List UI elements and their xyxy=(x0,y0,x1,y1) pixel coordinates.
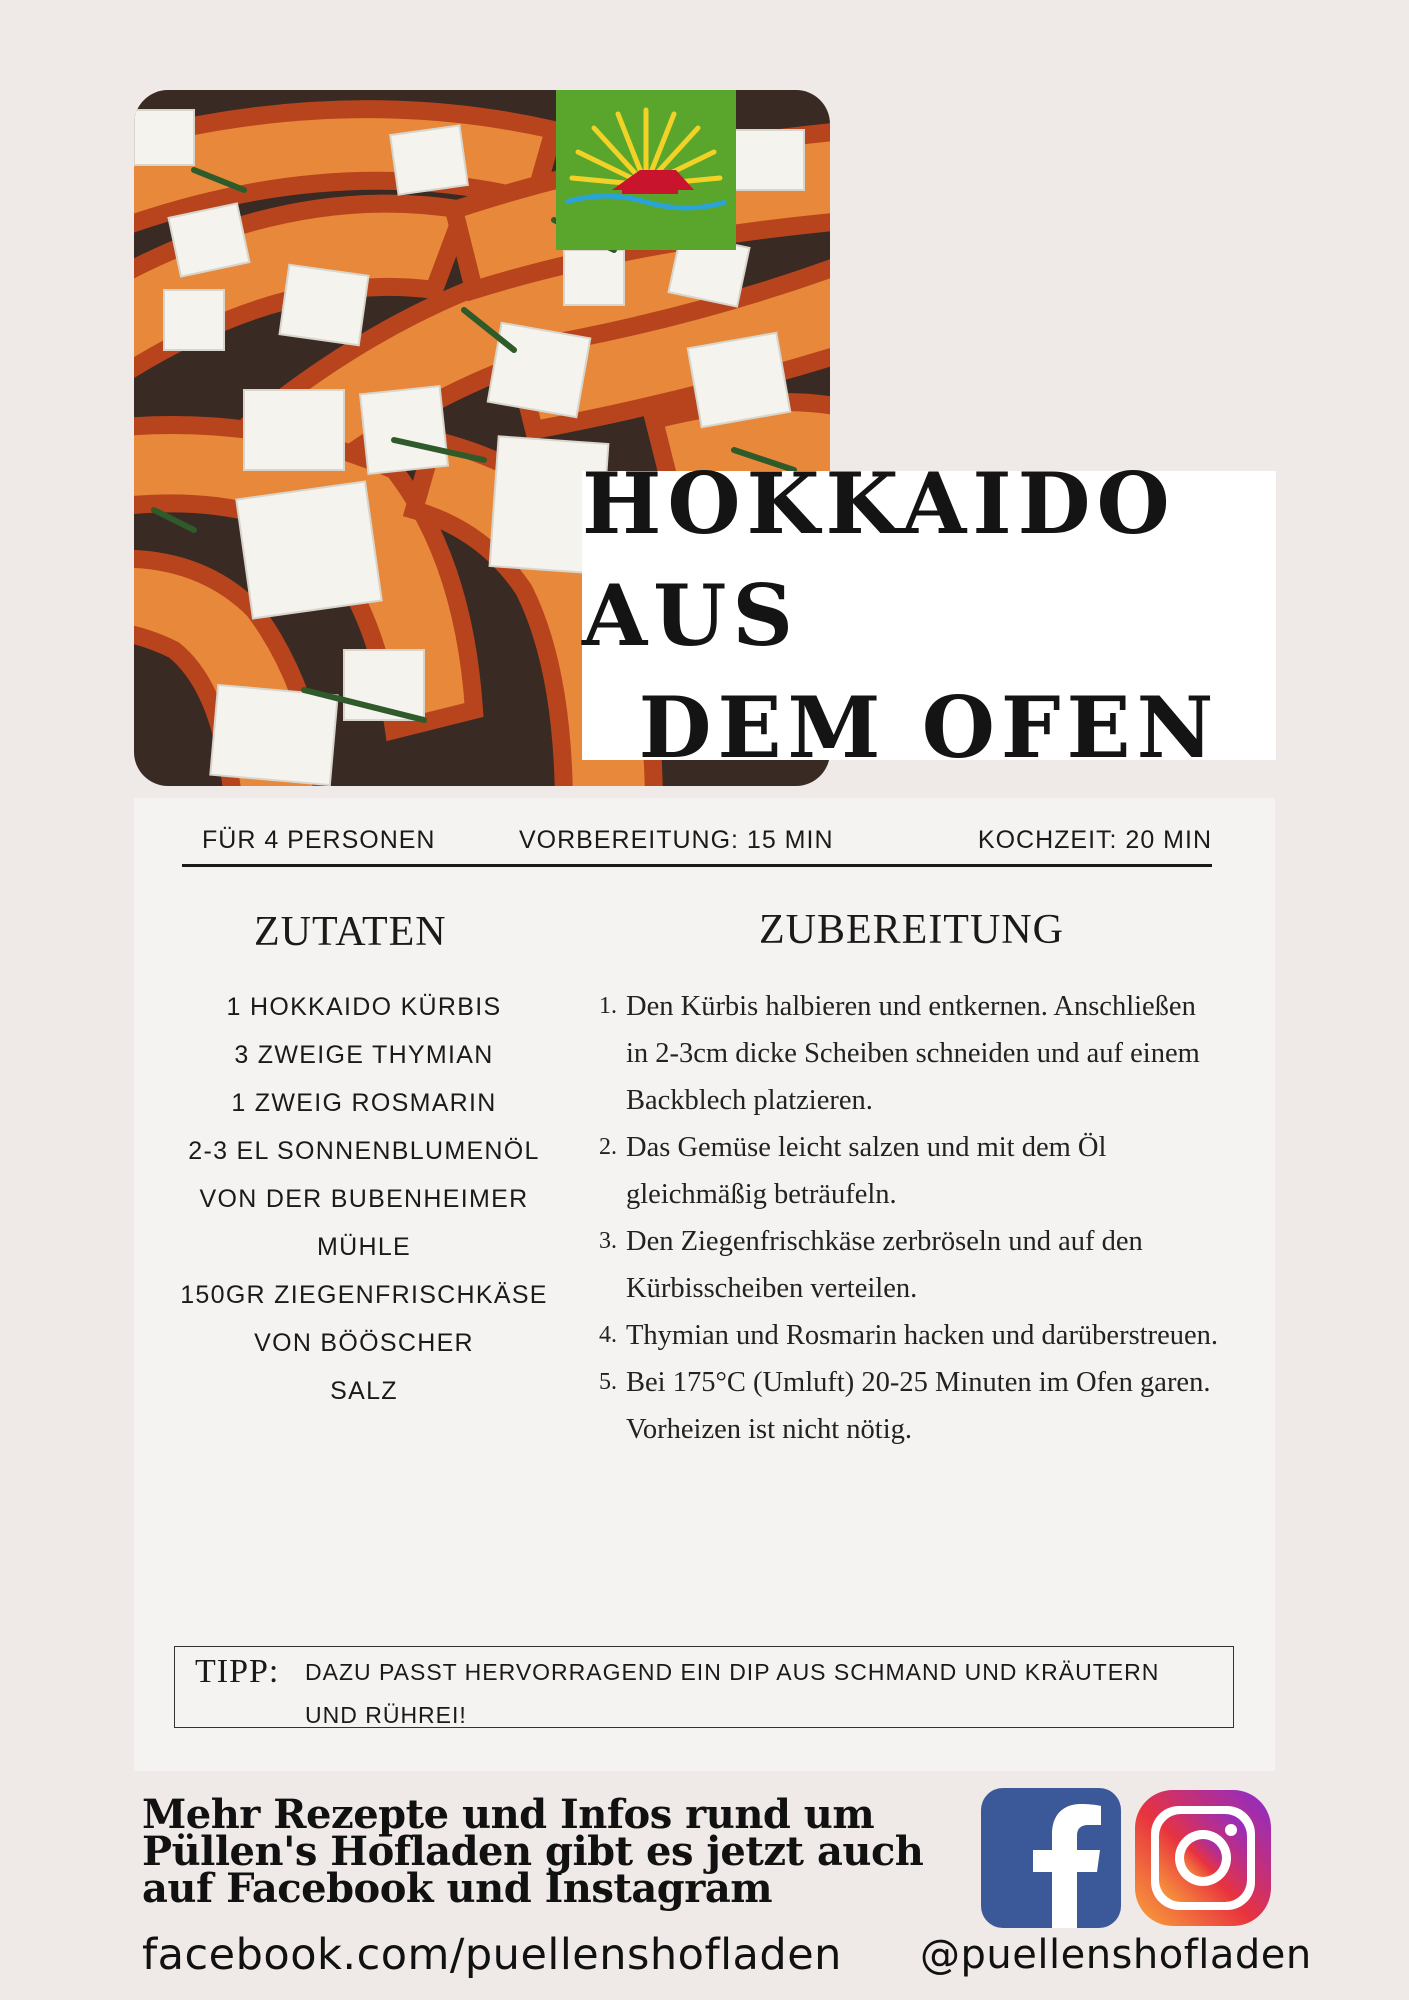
step-text: Bei 175°C (Umluft) 20-25 Minuten im Ofen garen. Vorheizen ist nicht nötig. xyxy=(626,1367,1211,1445)
step-number: 5. xyxy=(599,1369,617,1395)
step-item xyxy=(599,1124,1219,1218)
ingredients-list xyxy=(164,983,564,1415)
step-item xyxy=(599,1218,1219,1312)
tip-label: TIPP: xyxy=(195,1653,280,1690)
step-text: Den Ziegenfrischkäse zerbröseln und auf den Kürbisscheiben verteilen. xyxy=(626,1226,1143,1304)
cook-time: KOCHZEIT: 20 MIN xyxy=(977,826,1212,854)
step-number: 1. xyxy=(599,993,617,1019)
instagram-handle[interactable]: @puellenshofladen xyxy=(920,1932,1312,1978)
step-item xyxy=(599,983,1219,1124)
step-text: Das Gemüse leicht salzen und mit dem Öl gleichmäßig beträufeln. xyxy=(626,1132,1107,1210)
ingredient-item: SALZ xyxy=(330,1377,398,1405)
tip-box xyxy=(174,1646,1234,1728)
ingredient-item: VON BÖÖSCHER xyxy=(254,1329,474,1357)
servings: FÜR 4 PERSONEN xyxy=(202,826,436,854)
facebook-url[interactable]: facebook.com/puellenshofladen xyxy=(142,1930,842,1980)
footer-promo-text: Mehr Rezepte und Infos rund um Püllen's Hofladen gibt es jetzt auch auf Facebook und Instagram xyxy=(142,1791,924,1912)
ingredient-item: 3 ZWEIGE THYMIAN xyxy=(234,1041,494,1069)
preparation-steps xyxy=(599,983,1219,1453)
recipe-card xyxy=(134,798,1275,1771)
ingredient-item: 2-3 EL SONNENBLUMENÖL xyxy=(188,1137,540,1165)
ingredient-item: VON DER BUBENHEIMER xyxy=(199,1185,529,1213)
recipe-meta-bar xyxy=(182,826,1212,867)
recipe-title-line-2: DEM OFEN xyxy=(638,677,1220,777)
ingredients-heading: ZUTATEN xyxy=(254,909,447,955)
ingredient-item: 1 HOKKAIDO KÜRBIS xyxy=(226,993,502,1021)
step-item xyxy=(599,1359,1219,1453)
recipe-title-line-1: HOKKAIDO AUS xyxy=(582,453,1176,665)
step-number: 2. xyxy=(599,1134,617,1160)
tip-text: DAZU PASST HERVORRAGEND EIN DIP AUS SCHMAND UND KRÄUTERN UND RÜHREI! xyxy=(305,1659,1160,1728)
ingredient-item: MÜHLE xyxy=(316,1233,411,1261)
farm-logo-icon xyxy=(556,90,736,250)
step-item xyxy=(599,1312,1219,1359)
ingredient-item: 150GR ZIEGENFRISCHKÄSE xyxy=(180,1281,548,1309)
step-text: Den Kürbis halbieren und entkernen. Anschließen in 2-3cm dicke Scheiben schneiden und auf einem Backblech platzieren. xyxy=(626,991,1200,1116)
step-text: Thymian und Rosmarin hacken und darüberstreuen. xyxy=(626,1320,1219,1351)
ingredient-item: 1 ZWEIG ROSMARIN xyxy=(231,1089,497,1117)
step-number: 3. xyxy=(599,1228,617,1254)
recipe-title-box xyxy=(582,453,1276,777)
step-number: 4. xyxy=(599,1322,617,1348)
prep-time: VORBEREITUNG: 15 MIN xyxy=(519,826,834,854)
instagram-icon[interactable] xyxy=(1131,1788,1275,1932)
preparation-heading: ZUBEREITUNG xyxy=(759,907,1064,953)
facebook-icon[interactable] xyxy=(981,1788,1121,1932)
